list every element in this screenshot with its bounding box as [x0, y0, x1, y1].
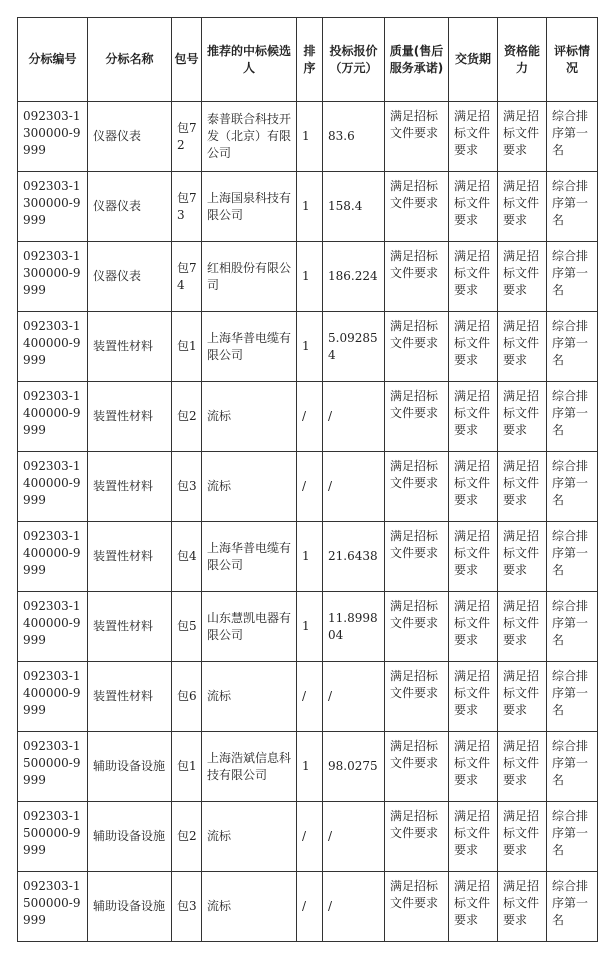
cell-delivery: 满足招标文件要求 [449, 452, 498, 522]
cell-qualification: 满足招标文件要求 [498, 102, 547, 172]
cell-quality: 满足招标文件要求 [385, 522, 449, 592]
cell-evaluation: 综合排序第一名 [547, 592, 598, 662]
table-row [18, 592, 598, 662]
cell-price: / [323, 802, 385, 872]
cell-delivery: 满足招标文件要求 [449, 732, 498, 802]
table-row [18, 732, 598, 802]
cell-code: 092303-1300000-9999 [18, 172, 88, 242]
cell-name: 装置性材料 [88, 452, 172, 522]
cell-code: 092303-1400000-9999 [18, 522, 88, 592]
cell-name: 仪器仪表 [88, 102, 172, 172]
cell-quality: 满足招标文件要求 [385, 172, 449, 242]
header-candidate: 推荐的中标候选人 [202, 18, 297, 102]
cell-delivery: 满足招标文件要求 [449, 382, 498, 452]
table-row [18, 872, 598, 942]
cell-candidate: 上海国泉科技有限公司 [202, 172, 297, 242]
cell-candidate: 泰普联合科技开发（北京）有限公司 [202, 102, 297, 172]
cell-price: 98.0275 [323, 732, 385, 802]
cell-code: 092303-1500000-9999 [18, 802, 88, 872]
cell-code: 092303-1500000-9999 [18, 732, 88, 802]
cell-name: 装置性材料 [88, 382, 172, 452]
cell-price: 5.092854 [323, 312, 385, 382]
cell-qualification: 满足招标文件要求 [498, 522, 547, 592]
cell-package: 包2 [172, 382, 202, 452]
cell-candidate: 流标 [202, 802, 297, 872]
cell-evaluation: 综合排序第一名 [547, 662, 598, 732]
cell-rank: 1 [297, 312, 323, 382]
table-row [18, 802, 598, 872]
cell-quality: 满足招标文件要求 [385, 312, 449, 382]
cell-rank: / [297, 802, 323, 872]
cell-evaluation: 综合排序第一名 [547, 732, 598, 802]
cell-delivery: 满足招标文件要求 [449, 522, 498, 592]
cell-evaluation: 综合排序第一名 [547, 102, 598, 172]
cell-package: 包2 [172, 802, 202, 872]
cell-quality: 满足招标文件要求 [385, 452, 449, 522]
cell-package: 包3 [172, 452, 202, 522]
cell-candidate: 流标 [202, 452, 297, 522]
cell-qualification: 满足招标文件要求 [498, 802, 547, 872]
header-name: 分标名称 [88, 18, 172, 102]
cell-package: 包3 [172, 872, 202, 942]
cell-name: 辅助设备设施 [88, 872, 172, 942]
cell-price: / [323, 872, 385, 942]
header-quality: 质量(售后服务承诺) [385, 18, 449, 102]
cell-rank: 1 [297, 172, 323, 242]
header-delivery: 交货期 [449, 18, 498, 102]
cell-delivery: 满足招标文件要求 [449, 592, 498, 662]
cell-candidate: 红相股份有限公司 [202, 242, 297, 312]
cell-candidate: 上海浩斌信息科技有限公司 [202, 732, 297, 802]
header-package: 包号 [172, 18, 202, 102]
cell-qualification: 满足招标文件要求 [498, 242, 547, 312]
cell-quality: 满足招标文件要求 [385, 802, 449, 872]
cell-code: 092303-1300000-9999 [18, 102, 88, 172]
cell-quality: 满足招标文件要求 [385, 242, 449, 312]
cell-package: 包1 [172, 312, 202, 382]
cell-qualification: 满足招标文件要求 [498, 172, 547, 242]
bid-results-table [17, 17, 598, 942]
table-row [18, 452, 598, 522]
cell-rank: 1 [297, 522, 323, 592]
cell-evaluation: 综合排序第一名 [547, 802, 598, 872]
header-evaluation: 评标情况 [547, 18, 598, 102]
cell-candidate: 上海华普电缆有限公司 [202, 522, 297, 592]
cell-name: 辅助设备设施 [88, 802, 172, 872]
header-code: 分标编号 [18, 18, 88, 102]
cell-delivery: 满足招标文件要求 [449, 872, 498, 942]
cell-name: 装置性材料 [88, 522, 172, 592]
cell-rank: 1 [297, 102, 323, 172]
cell-code: 092303-1400000-9999 [18, 312, 88, 382]
cell-price: / [323, 662, 385, 732]
cell-qualification: 满足招标文件要求 [498, 452, 547, 522]
cell-candidate: 上海华普电缆有限公司 [202, 312, 297, 382]
cell-rank: / [297, 662, 323, 732]
cell-code: 092303-1400000-9999 [18, 592, 88, 662]
cell-code: 092303-1300000-9999 [18, 242, 88, 312]
cell-package: 包74 [172, 242, 202, 312]
cell-candidate: 山东慧凯电器有限公司 [202, 592, 297, 662]
cell-delivery: 满足招标文件要求 [449, 312, 498, 382]
cell-quality: 满足招标文件要求 [385, 872, 449, 942]
cell-price: / [323, 452, 385, 522]
cell-quality: 满足招标文件要求 [385, 102, 449, 172]
cell-qualification: 满足招标文件要求 [498, 872, 547, 942]
cell-rank: 1 [297, 732, 323, 802]
cell-code: 092303-1400000-9999 [18, 382, 88, 452]
cell-price: 11.899804 [323, 592, 385, 662]
cell-price: 158.4 [323, 172, 385, 242]
cell-delivery: 满足招标文件要求 [449, 662, 498, 732]
table-row [18, 242, 598, 312]
cell-qualification: 满足招标文件要求 [498, 382, 547, 452]
table-row [18, 662, 598, 732]
cell-package: 包5 [172, 592, 202, 662]
cell-candidate: 流标 [202, 872, 297, 942]
cell-package: 包4 [172, 522, 202, 592]
cell-package: 包73 [172, 172, 202, 242]
cell-evaluation: 综合排序第一名 [547, 522, 598, 592]
cell-evaluation: 综合排序第一名 [547, 382, 598, 452]
cell-rank: 1 [297, 242, 323, 312]
cell-name: 装置性材料 [88, 662, 172, 732]
cell-rank: / [297, 872, 323, 942]
cell-code: 092303-1400000-9999 [18, 452, 88, 522]
cell-quality: 满足招标文件要求 [385, 732, 449, 802]
table-row [18, 382, 598, 452]
cell-qualification: 满足招标文件要求 [498, 662, 547, 732]
cell-name: 仪器仪表 [88, 242, 172, 312]
cell-price: 186.224 [323, 242, 385, 312]
table-row [18, 522, 598, 592]
cell-delivery: 满足招标文件要求 [449, 802, 498, 872]
cell-code: 092303-1400000-9999 [18, 662, 88, 732]
table-row [18, 172, 598, 242]
cell-name: 仪器仪表 [88, 172, 172, 242]
cell-package: 包72 [172, 102, 202, 172]
cell-evaluation: 综合排序第一名 [547, 242, 598, 312]
cell-price: / [323, 382, 385, 452]
cell-price: 83.6 [323, 102, 385, 172]
cell-package: 包1 [172, 732, 202, 802]
table-row [18, 102, 598, 172]
cell-rank: / [297, 382, 323, 452]
header-rank: 排序 [297, 18, 323, 102]
cell-code: 092303-1500000-9999 [18, 872, 88, 942]
cell-price: 21.6438 [323, 522, 385, 592]
cell-qualification: 满足招标文件要求 [498, 312, 547, 382]
cell-candidate: 流标 [202, 662, 297, 732]
cell-qualification: 满足招标文件要求 [498, 732, 547, 802]
cell-evaluation: 综合排序第一名 [547, 172, 598, 242]
cell-rank: 1 [297, 592, 323, 662]
cell-evaluation: 综合排序第一名 [547, 872, 598, 942]
cell-rank: / [297, 452, 323, 522]
cell-qualification: 满足招标文件要求 [498, 592, 547, 662]
cell-delivery: 满足招标文件要求 [449, 172, 498, 242]
table-row [18, 312, 598, 382]
cell-evaluation: 综合排序第一名 [547, 312, 598, 382]
cell-quality: 满足招标文件要求 [385, 662, 449, 732]
cell-delivery: 满足招标文件要求 [449, 242, 498, 312]
cell-quality: 满足招标文件要求 [385, 592, 449, 662]
cell-name: 装置性材料 [88, 592, 172, 662]
cell-name: 装置性材料 [88, 312, 172, 382]
cell-candidate: 流标 [202, 382, 297, 452]
header-qualification: 资格能力 [498, 18, 547, 102]
header-row [18, 18, 598, 102]
cell-quality: 满足招标文件要求 [385, 382, 449, 452]
cell-delivery: 满足招标文件要求 [449, 102, 498, 172]
cell-package: 包6 [172, 662, 202, 732]
cell-name: 辅助设备设施 [88, 732, 172, 802]
header-price: 投标报价（万元） [323, 18, 385, 102]
cell-evaluation: 综合排序第一名 [547, 452, 598, 522]
